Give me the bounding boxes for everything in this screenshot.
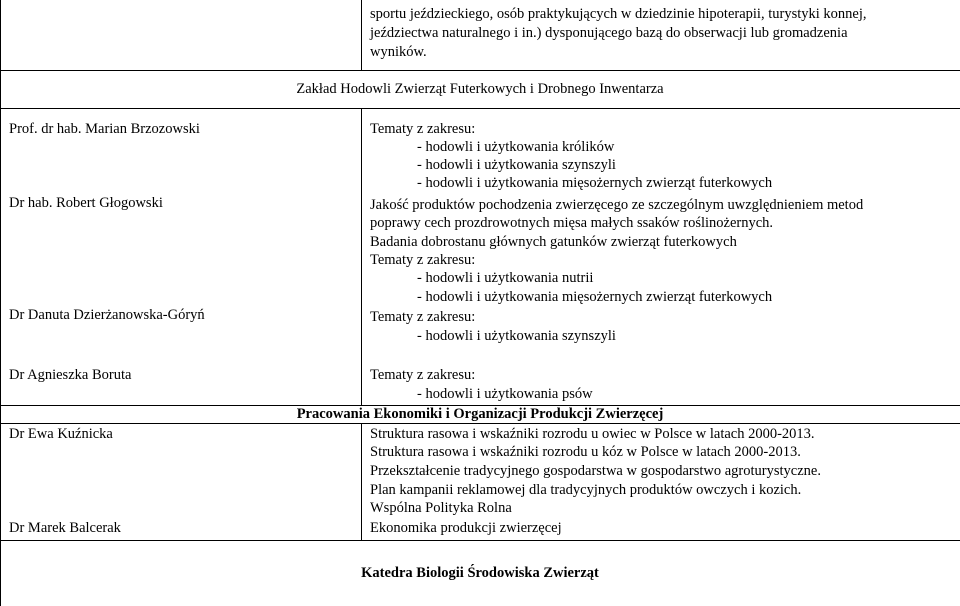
topic-line: - hodowli i użytkowania szynszyli [417,157,616,173]
topic-line: Wspólna Polityka Rolna [370,500,512,516]
topic-line: Ekonomika produkcji zwierzęcej [370,520,562,536]
topic-line: Tematy z zakresu: [370,309,476,325]
topic-line: Struktura rasowa i wskaźniki rozrodu u kóz w Polsce w latach 2000-2013. [370,444,801,460]
person-name: Dr hab. Robert Głogowski [9,195,163,211]
topic-line: Struktura rasowa i wskaźniki rozrodu u owiec w Polsce w latach 2000-2013. [370,426,815,442]
intro-line: jeździectwa naturalnego i in.) dysponującego bazą do obserwacji lub gromadzenia [370,25,848,41]
topic-line: - hodowli i użytkowania mięsożernych zwierząt futerkowych [417,175,773,191]
topic-line: Badania dobrostanu głównych gatunków zwierząt futerkowych [370,234,737,250]
row-divider [0,108,960,109]
column-divider [361,0,362,70]
row-divider [0,423,960,424]
topic-line: - hodowli i użytkowania królików [417,139,615,155]
topic-line: poprawy cech prozdrowotnych mięsa małych ssaków roślinożernych. [370,215,774,231]
column-divider [361,109,362,405]
topic-line: - hodowli i użytkowania nutrii [417,270,594,286]
person-name: Dr Ewa Kuźnicka [9,426,113,442]
section-title-katedra: Katedra Biologii Środowiska Zwierząt [361,565,599,581]
topic-line: Plan kampanii reklamowej dla tradycyjnych produktów owczych i kozich. [370,482,802,498]
row-divider [0,540,960,541]
row-divider [0,70,960,71]
section-title-zaklad: Zakład Hodowli Zwierząt Futerkowych i Drobnego Inwentarza [296,81,664,97]
intro-line: sportu jeździeckiego, osób praktykujących w dziedzinie hipoterapii, turystyki konnej, [370,6,867,22]
topic-line: - hodowli i użytkowania mięsożernych zwierząt futerkowych [417,289,773,305]
person-name: Dr Agnieszka Boruta [9,367,132,383]
topic-line: - hodowli i użytkowania szynszyli [417,328,616,344]
person-name: Dr Danuta Dzierżanowska-Góryń [9,307,205,323]
person-name: Dr Marek Balcerak [9,520,121,536]
topic-line: Tematy z zakresu: [370,252,476,268]
topic-line: Tematy z zakresu: [370,121,476,137]
topic-line: Tematy z zakresu: [370,367,476,383]
topic-line: Przekształcenie tradycyjnego gospodarstwa w gospodarstwo agroturystyczne. [370,463,821,479]
section-title-pracownia: Pracowania Ekonomiki i Organizacji Produkcji Zwierzęcej [296,406,664,422]
intro-line: wyników. [370,44,427,60]
column-divider [361,423,362,540]
topic-line: Jakość produktów pochodzenia zwierzęcego ze szczególnym uwzględnieniem metod [370,197,864,213]
person-name: Prof. dr hab. Marian Brzozowski [9,121,200,137]
topic-line: - hodowli i użytkowania psów [417,386,593,402]
